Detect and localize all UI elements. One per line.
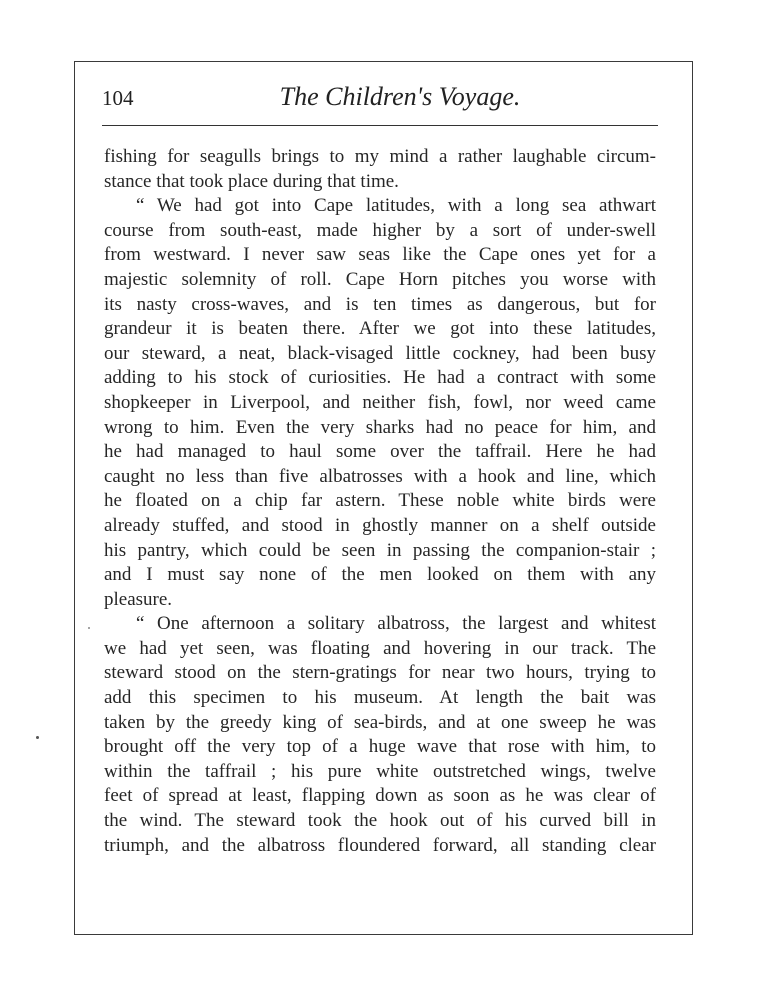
text-line: stance that took place during that time. xyxy=(104,170,399,192)
text-line: pleasure. xyxy=(104,588,173,610)
text-line: steward stood on the stern-gratings for near two hours, trying to xyxy=(104,662,656,684)
text-line: fishing for seagulls brings to my mind a rather laughable circum- xyxy=(104,146,656,167)
text-line: within the taffrail ; his pure white outstretched wings, twelve xyxy=(104,760,656,782)
text-line: shopkeeper in Liverpool, and neither fish, fowl, nor weed came xyxy=(104,391,656,413)
text-line: he floated on a chip far astern. These noble white birds were xyxy=(104,490,656,512)
text-line: our steward, a neat, black-visaged little cockney, had been busy xyxy=(104,342,656,364)
text-line: wrong to him. Even the very sharks had no peace for him, and xyxy=(104,416,656,438)
text-line: we had yet seen, was floating and hovering in our track. The xyxy=(104,637,656,659)
text-line: triumph, and the albatross floundered forward, all standing clear xyxy=(104,834,656,856)
text-line: “ One afternoon a solitary albatross, the largest and whitest xyxy=(136,613,656,635)
scan-speck xyxy=(36,736,39,739)
running-title: The Children's Voyage. xyxy=(279,82,521,111)
header-rule xyxy=(102,125,658,126)
scan-speck xyxy=(88,627,90,629)
text-line: and I must say none of the men looked on them with any xyxy=(104,564,656,586)
text-line: taken by the greedy king of sea-birds, and at one sweep he was xyxy=(104,711,656,733)
text-line: its nasty cross-waves, and is ten times as dangerous, but for xyxy=(104,293,656,315)
text-line: the wind. The steward took the hook out of his curved bill in xyxy=(104,810,656,832)
text-line: course from south-east, made higher by a sort of under-swell xyxy=(104,219,656,241)
text-line: “ We had got into Cape latitudes, with a long sea athwart xyxy=(136,195,656,217)
text-line: adding to his stock of curiosities. He had a contract with some xyxy=(104,367,656,389)
text-line: from westward. I never saw seas like the Cape ones yet for a xyxy=(104,244,656,266)
text-line: grandeur it is beaten there. After we got into these latitudes, xyxy=(104,318,656,340)
page-number: 104 xyxy=(102,86,134,110)
text-line: brought off the very top of a huge wave that rose with him, to xyxy=(104,736,656,758)
body-text xyxy=(104,145,656,858)
text-line: majestic solemnity of roll. Cape Horn pitches you worse with xyxy=(104,268,656,290)
text-line: his pantry, which could be seen in passing the companion-stair ; xyxy=(104,539,656,561)
text-line: already stuffed, and stood in ghostly manner on a shelf outside xyxy=(104,514,656,536)
text-line: he had managed to haul some over the taffrail. Here he had xyxy=(104,441,656,463)
running-header xyxy=(102,78,658,118)
text-line: add this specimen to his museum. At length the bait was xyxy=(104,687,656,709)
text-line: caught no less than five albatrosses with a hook and line, which xyxy=(104,465,656,487)
text-line: feet of spread at least, flapping down as soon as he was clear of xyxy=(104,785,656,807)
